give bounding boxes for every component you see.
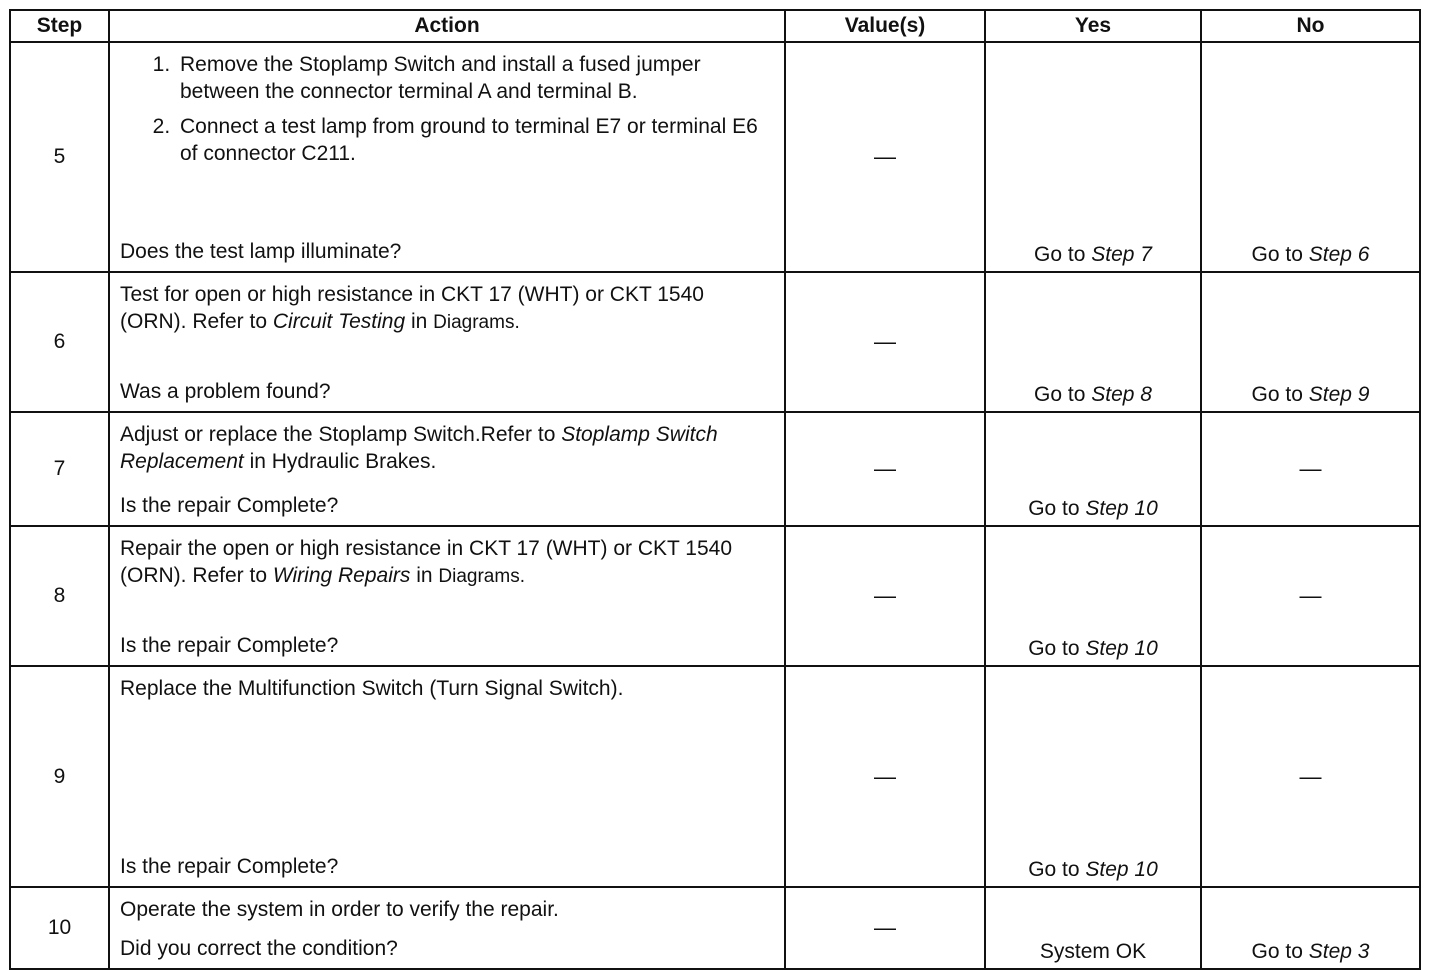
action-text [120,535,774,590]
table-row [10,526,1420,666]
action-cell [109,887,785,969]
action-text [120,281,774,336]
value-cell: — [785,526,985,666]
action-text-part: Diagrams. [433,312,520,333]
yes-cell [985,666,1201,887]
value-cell: — [785,272,985,412]
step-number: 7 [10,412,109,526]
step-number: 8 [10,526,109,666]
no-cell [1201,272,1420,412]
yes-cell: System OK [985,887,1201,969]
header-action: Action [109,10,785,42]
value-cell: — [785,666,985,887]
action-list [120,51,774,167]
question-text: Is the repair Complete? [120,855,339,878]
yes-cell [985,272,1201,412]
action-item: 2. Connect a test lamp from ground to terminal E7 or terminal E6 of connector C211. [176,113,774,167]
action-text-part: Adjust or replace the Stoplamp Switch.Refer to [120,423,562,446]
table-row [10,887,1420,969]
action-text-part: in [405,310,434,333]
no-cell [1201,42,1420,272]
action-cell [109,412,785,526]
yes-prefix: Go to [1034,243,1092,266]
question-text: Is the repair Complete? [120,634,339,657]
yes-prefix: Go to [1028,858,1086,881]
yes-prefix: Go to [1028,637,1086,660]
header-values: Value(s) [785,10,985,42]
header-no: No [1201,10,1420,42]
action-text [120,421,774,475]
action-text-part: in [410,564,439,587]
no-cell: — [1201,412,1420,526]
table-row [10,412,1420,526]
yes-prefix: Go to [1034,383,1092,406]
yes-step-ref: Step 10 [1085,497,1158,520]
no-cell: — [1201,526,1420,666]
no-prefix: Go to [1251,383,1309,406]
yes-cell [985,526,1201,666]
yes-step-ref: Step 10 [1085,637,1158,660]
question-text: Is the repair Complete? [120,494,339,517]
step-number: 5 [10,42,109,272]
question-text: Does the test lamp illuminate? [120,240,402,263]
value-cell: — [785,412,985,526]
step-number: 10 [10,887,109,969]
question-text: Did you correct the condition? [120,937,398,960]
yes-step-ref: Step 8 [1091,383,1152,406]
no-step-ref: Step 3 [1308,940,1370,963]
action-text: Replace the Multifunction Switch (Turn Signal Switch). [120,677,624,700]
action-item: 1. Remove the Stoplamp Switch and install a fused jumper between the connector terminal A and terminal B. [176,51,774,105]
step-number: 6 [10,272,109,412]
value-cell: — [785,42,985,272]
question-text: Was a problem found? [120,380,331,403]
table-row [10,272,1420,412]
action-cell [109,666,785,887]
action-cell [109,526,785,666]
action-cell [109,42,785,272]
value-cell: — [785,887,985,969]
action-text-part: in Hydraulic Brakes. [243,450,437,473]
header-row [10,10,1420,42]
diagnostic-table [9,9,1421,970]
yes-step-ref: Step 10 [1085,858,1158,881]
no-cell [1201,887,1420,969]
yes-cell [985,42,1201,272]
yes-cell [985,412,1201,526]
step-number: 9 [10,666,109,887]
no-prefix: Go to [1251,940,1309,963]
no-prefix: Go to [1251,243,1309,266]
no-cell: — [1201,666,1420,887]
action-text-part: Repair the open or high resistance in CKT 17 (WHT) or CKT 1540 (ORN). Refer to [120,537,733,587]
no-step-ref: Step 6 [1308,243,1370,266]
action-cell [109,272,785,412]
yes-prefix: Go to [1028,497,1086,520]
yes-step-ref: Step 7 [1091,243,1152,266]
no-step-ref: Step 9 [1308,383,1370,406]
action-text-part: Test for open or high resistance in CKT 17 (WHT) or CKT 1540 (ORN). Refer to [120,283,704,333]
action-text-ref: Stoplamp Switch Replacement [120,423,718,473]
header-yes: Yes [985,10,1201,42]
action-text-ref: Circuit Testing [272,310,406,333]
table-row [10,42,1420,272]
action-text: Operate the system in order to verify the repair. [120,898,559,921]
table-row [10,666,1420,887]
header-step: Step [10,10,109,42]
action-text-part: Diagrams. [438,566,525,587]
action-text-ref: Wiring Repairs [272,564,411,587]
